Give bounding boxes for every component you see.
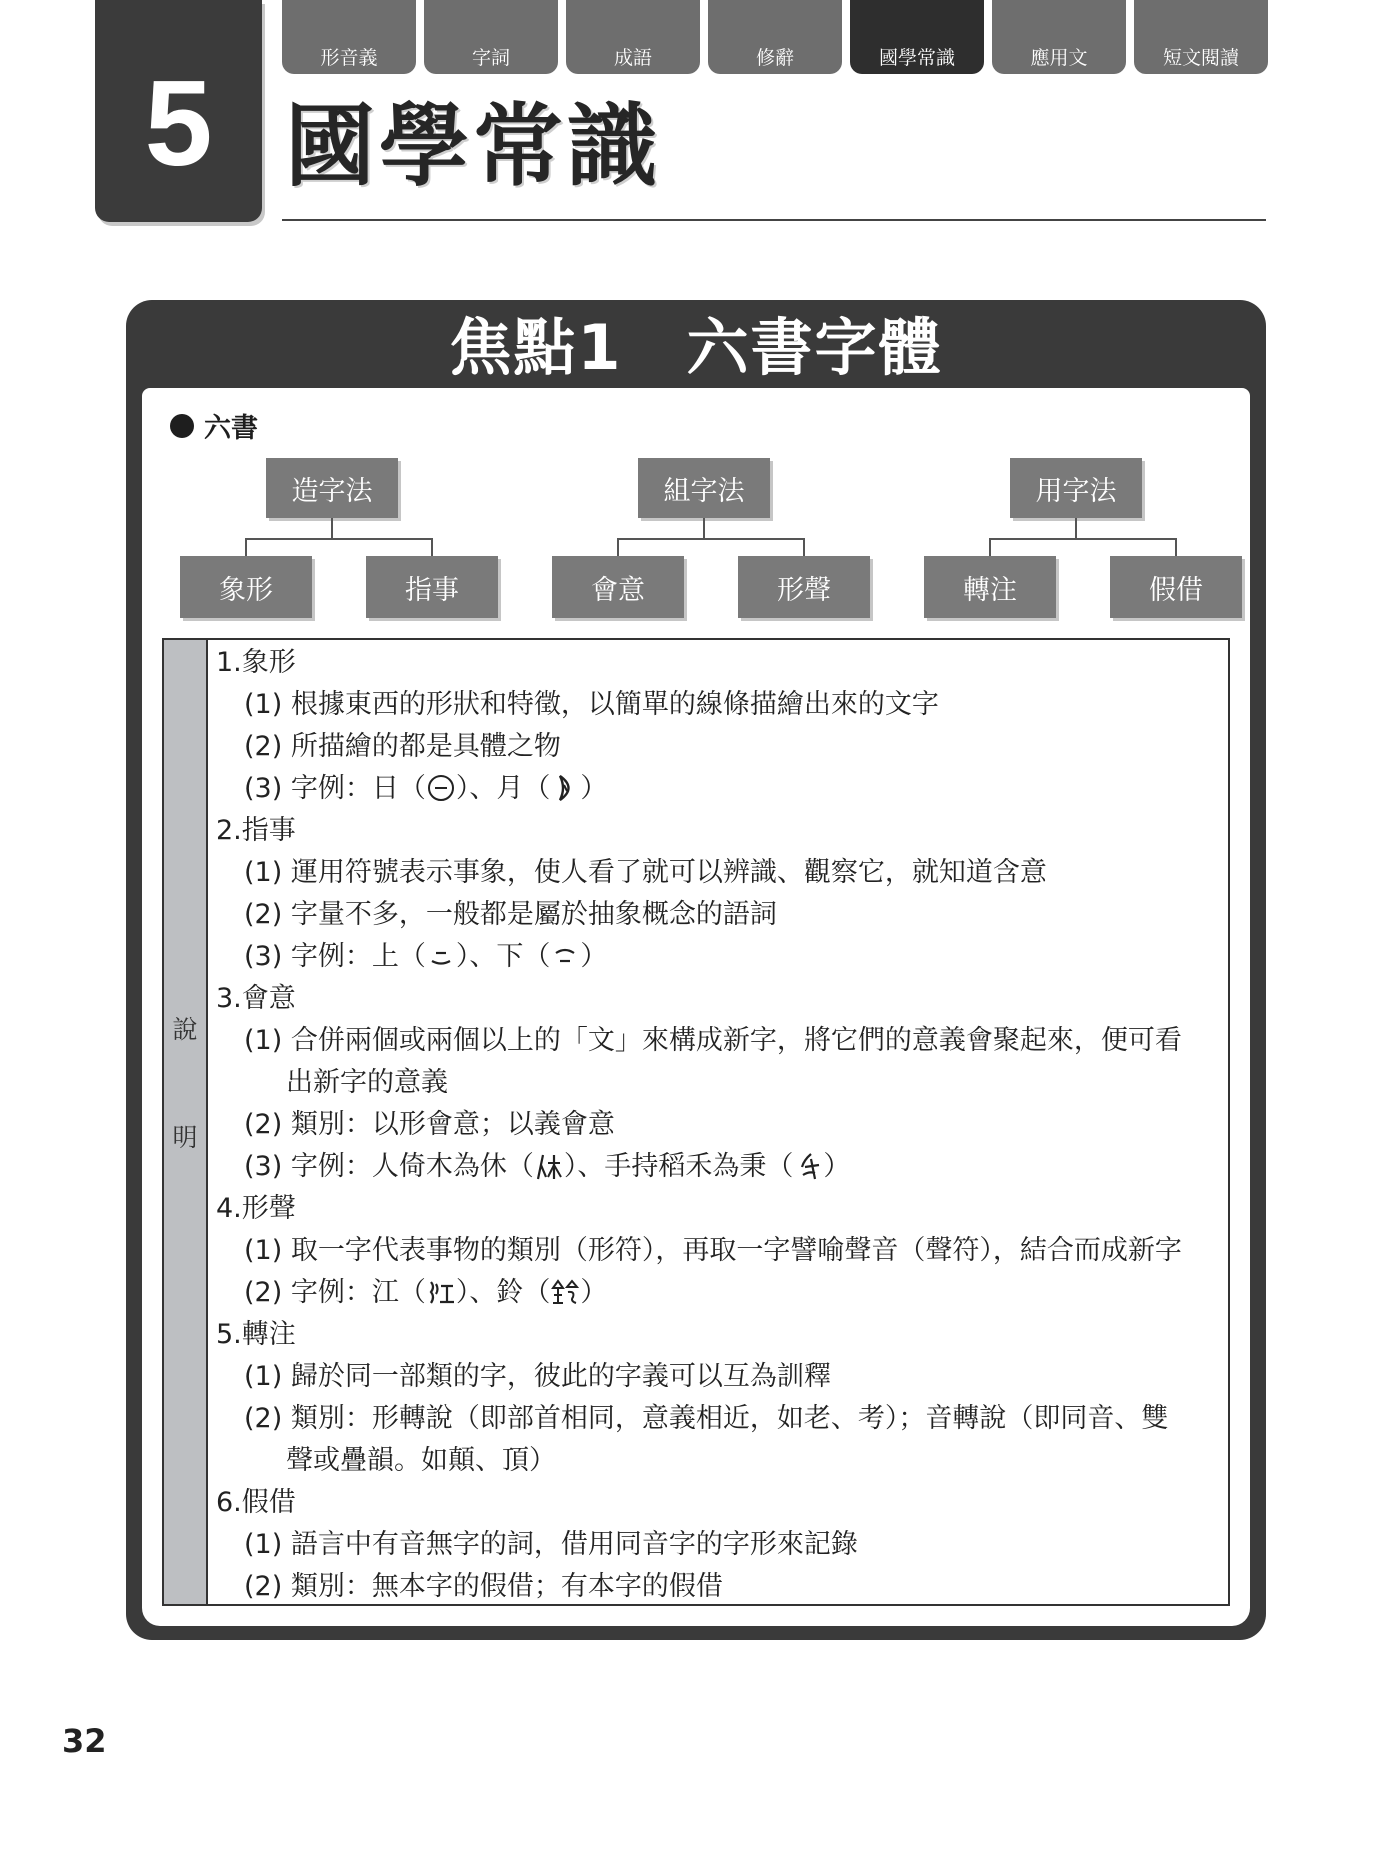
title-divider <box>282 219 1266 221</box>
chapter-title: 國學常識 <box>285 94 661 199</box>
tab-1[interactable] <box>424 0 558 74</box>
down-ancient-glyph-icon <box>550 941 580 971</box>
diagram-child-node: 象形 <box>180 556 312 618</box>
side-char: 說 <box>172 1015 198 1044</box>
diagram-child-node: 假借 <box>1110 556 1242 618</box>
explanation-line: (2) 類別：以形會意；以義會意 <box>244 1109 615 1140</box>
line-text: ）、手持稻禾為秉（ <box>563 1151 794 1182</box>
focus-content <box>142 388 1250 1626</box>
tab-3[interactable] <box>708 0 842 74</box>
sun-ancient-glyph-icon <box>426 773 456 803</box>
tab-label: 字詞 <box>471 47 510 69</box>
tab-0[interactable] <box>282 0 416 74</box>
bell-ancient-glyph-icon <box>550 1277 580 1307</box>
tab-label: 成語 <box>613 47 652 69</box>
explanation-line: (2) 類別：無本字的假借；有本字的假借 <box>244 1571 723 1602</box>
explanation-line: (1) 歸於同一部類的字，彼此的字義可以互為訓釋 <box>244 1361 831 1392</box>
chapter-number: 5 <box>144 55 213 191</box>
diagram-child-node: 轉注 <box>924 556 1056 618</box>
connector-line <box>245 538 247 556</box>
explanation-line: (1) 語言中有音無字的詞，借用同音字的字形來記錄 <box>244 1529 858 1560</box>
tab-6[interactable] <box>1134 0 1268 74</box>
explanation-line: (1) 合併兩個或兩個以上的「文」來構成新字，將它們的意義會聚起來，便可看 <box>244 1025 1182 1056</box>
focus-panel <box>126 300 1266 1640</box>
river-ancient-glyph-icon <box>426 1277 456 1307</box>
section-label: 六書 <box>204 413 258 444</box>
category-heading: 5.轉注 <box>216 1319 296 1350</box>
line-text: ）、下（ <box>455 941 551 972</box>
connector-line <box>703 518 705 538</box>
explanation-line: (2) 字量不多，一般都是屬於抽象概念的語詞 <box>244 899 777 930</box>
explanation-line: 出新字的意義 <box>286 1067 448 1098</box>
line-text: ） <box>823 1151 851 1182</box>
diagram-parent-node: 組字法 <box>638 458 770 518</box>
connector-line <box>1075 518 1077 538</box>
connector-line <box>617 538 619 556</box>
diagram-parent-node: 造字法 <box>266 458 398 518</box>
explanation-table <box>162 638 1230 1606</box>
tab-label: 修辭 <box>755 47 794 69</box>
category-heading: 3.會意 <box>216 983 296 1014</box>
explanation-line <box>216 1272 1220 1314</box>
tab-label: 形音義 <box>320 47 378 69</box>
explanation-line <box>216 936 1220 978</box>
up-ancient-glyph-icon <box>426 941 456 971</box>
line-text: (3) 字例：人倚木為休（ <box>244 1151 534 1182</box>
explanation-line <box>216 1146 1220 1188</box>
diagram-child-node: 指事 <box>366 556 498 618</box>
explanation-line: (1) 取一字代表事物的類別（形符），再取一字譬喻聲音（聲符），結合而成新字 <box>244 1235 1182 1266</box>
diagram-child-node: 形聲 <box>738 556 870 618</box>
line-text: (3) 字例：上（ <box>244 941 426 972</box>
tab-label: 應用文 <box>1030 47 1088 69</box>
tab-label: 短文閱讀 <box>1162 47 1239 69</box>
connector-line <box>431 538 433 556</box>
rest-ancient-glyph-icon <box>534 1151 564 1181</box>
line-text: ）、鈴（ <box>455 1277 551 1308</box>
line-text: ） <box>580 773 608 804</box>
explanation-line: (1) 根據東西的形狀和特徵，以簡單的線條描繪出來的文字 <box>244 689 939 720</box>
line-text: (2) 字例：江（ <box>244 1277 426 1308</box>
category-heading: 1.象形 <box>216 647 296 678</box>
chapter-number-box <box>95 0 262 222</box>
diagram-parent-node: 用字法 <box>1010 458 1142 518</box>
explanation-line: (2) 類別：形轉說（即部首相同，意義相近，如老、考）；音轉說（即同音、雙 <box>244 1403 1169 1434</box>
line-text: ） <box>580 941 608 972</box>
connector-line <box>989 538 991 556</box>
connector-line <box>246 538 432 540</box>
hold-ancient-glyph-icon <box>793 1151 823 1181</box>
explanation-line: (1) 運用符號表示事象，使人看了就可以辨識、觀察它，就知道含意 <box>244 857 1047 888</box>
diagram-child-node: 會意 <box>552 556 684 618</box>
explanation-side-label <box>164 640 208 1604</box>
moon-ancient-glyph-icon <box>550 773 580 803</box>
chapter-tabs <box>282 0 1266 76</box>
line-text: ）、月（ <box>455 773 551 804</box>
connector-line <box>331 518 333 538</box>
focus-title: 焦點1 六書字體 <box>449 311 943 384</box>
explanation-body <box>216 642 1220 1608</box>
six-scripts-diagram <box>142 388 1250 628</box>
tab-5[interactable] <box>992 0 1126 74</box>
explanation-line: 聲或疊韻。如顛、頂） <box>286 1445 556 1476</box>
connector-line <box>990 538 1176 540</box>
category-heading: 2.指事 <box>216 815 296 846</box>
side-char: 明 <box>172 1123 198 1152</box>
connector-line <box>1175 538 1177 556</box>
connector-line <box>618 538 804 540</box>
category-heading: 6.假借 <box>216 1487 296 1518</box>
line-text: ） <box>580 1277 608 1308</box>
page-number: 32 <box>62 1722 107 1760</box>
line-text: (3) 字例：日（ <box>244 773 426 804</box>
tab-2[interactable] <box>566 0 700 74</box>
tab-label: 國學常識 <box>878 47 955 69</box>
tab-4[interactable] <box>850 0 984 74</box>
category-heading: 4.形聲 <box>216 1193 296 1224</box>
explanation-line: (2) 所描繪的都是具體之物 <box>244 731 561 762</box>
connector-line <box>803 538 805 556</box>
explanation-line <box>216 768 1220 810</box>
